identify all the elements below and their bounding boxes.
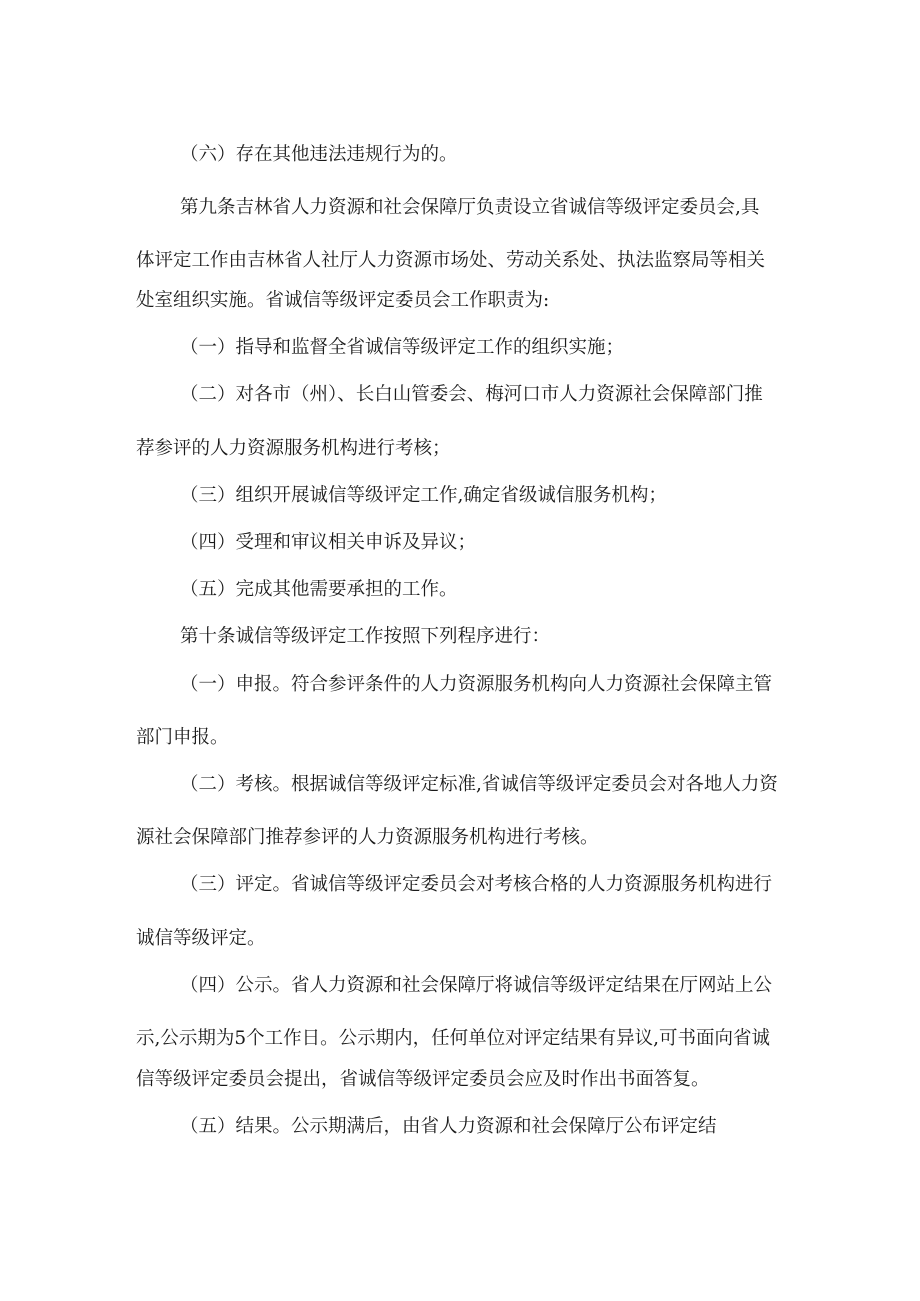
paragraph-line: （四）受理和审议相关申诉及异议； bbox=[180, 532, 477, 553]
paragraph-line: 部门申报。 bbox=[136, 727, 229, 748]
paragraph-line: （一）指导和监督全省诚信等级评定工作的组织实施； bbox=[180, 337, 625, 358]
paragraph-line: 示,公示期为5个工作日。公示期内，任何单位对评定结果有异议,可书面向省诚 bbox=[136, 1028, 771, 1049]
paragraph-line: （二）对各市（州）、长白山管委会、梅河口市人力资源社会保障部门推 bbox=[180, 384, 763, 405]
paragraph-line: 第十条诚信等级评定工作按照下列程序进行： bbox=[180, 626, 551, 647]
paragraph-line: （一）申报。符合参评条件的人力资源服务机构向人力资源社会保障主管 bbox=[180, 674, 773, 695]
paragraph-line: （六）存在其他违法违规行为的。 bbox=[180, 144, 458, 165]
paragraph-line: （五）结果。公示期满后，由省人力资源和社会保障厅公布评定结 bbox=[180, 1116, 717, 1137]
paragraph-line: （三）组织开展诚信等级评定工作,确定省级诚信服务机构； bbox=[180, 485, 667, 506]
paragraph-line: 第九条吉林省人力资源和社会保障厅负责设立省诚信等级评定委员会,具 bbox=[180, 197, 760, 218]
paragraph-line: 信等级评定委员会提出，省诚信等级评定委员会应及时作出书面答复。 bbox=[136, 1069, 710, 1090]
paragraph-line: 源社会保障部门推荐参评的人力资源服务机构进行考核。 bbox=[136, 827, 599, 848]
paragraph-line: （二）考核。根据诚信等级评定标准,省诚信等级评定委员会对各地人力资 bbox=[180, 774, 778, 795]
paragraph-line: 处室组织实施。省诚信等级评定委员会工作职责为: bbox=[136, 290, 550, 311]
paragraph-line: （四）公示。省人力资源和社会保障厅将诚信等级评定结果在厅网站上公 bbox=[180, 975, 773, 996]
paragraph-line: （五）完成其他需要承担的工作。 bbox=[180, 579, 458, 600]
paragraph-line: 体评定工作由吉林省人社厅人力资源市场处、劳动关系处、执法监察局等相关 bbox=[136, 250, 766, 271]
paragraph-line: 诚信等级评定。 bbox=[136, 928, 266, 949]
paragraph-line: 荐参评的人力资源服务机构进行考核； bbox=[136, 438, 451, 459]
paragraph-line: （三）评定。省诚信等级评定委员会对考核合格的人力资源服务机构进行 bbox=[180, 874, 773, 895]
